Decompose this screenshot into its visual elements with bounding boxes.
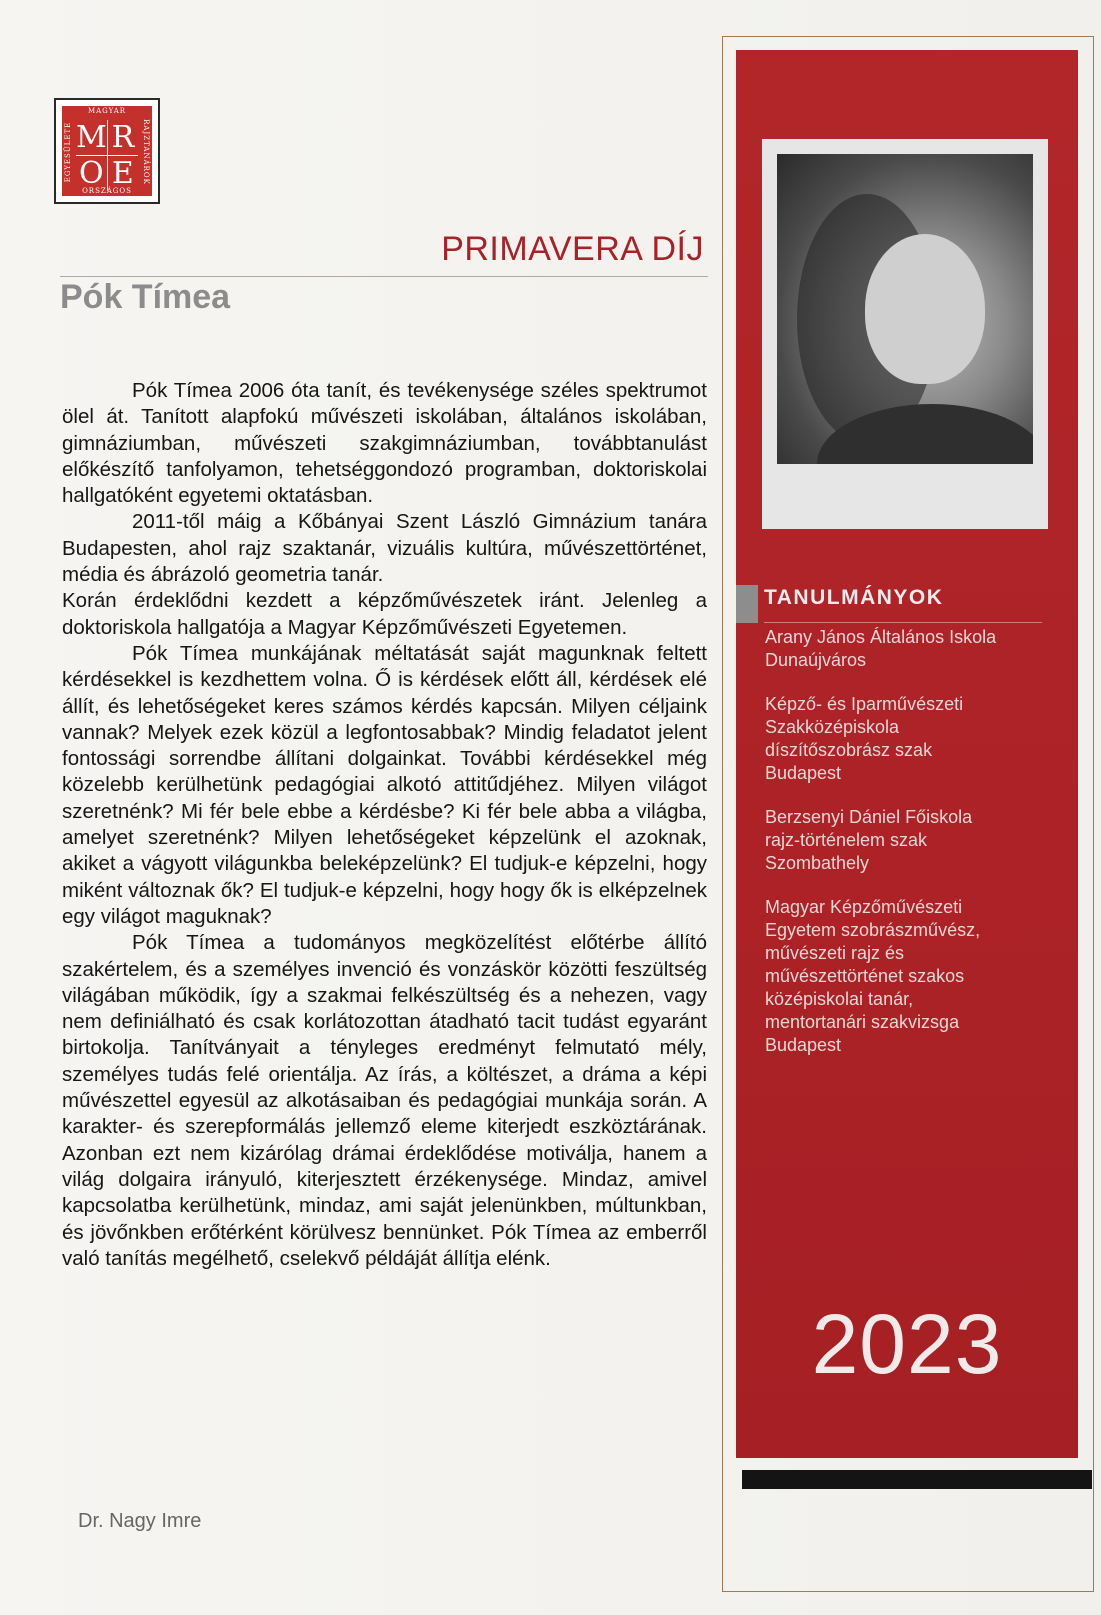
- study-entry: [765, 626, 1045, 672]
- studies-list: [765, 626, 1045, 1078]
- study-entry: [765, 896, 1045, 1057]
- study-line: Magyar Képzőművészeti: [765, 897, 963, 917]
- award-title: PRIMAVERA DÍJ: [441, 230, 704, 268]
- logo-text-left: EGYESÜLETE: [64, 121, 72, 183]
- author-signature: Dr. Nagy Imre: [78, 1510, 202, 1532]
- paragraph: Pók Tímea a tudományos megközelítést előtérbe állító szakértelem, és a személyes invenció és vonzáskör közötti feszültség világában működik, így a szakmai felkészültség és a nehezen, vagy nem definiálható és csak korlátozottan átadható tacit tudást egyaránt birtokolja. Tanítványait a tényleges eredményt felmutató mély, személyes tudás felé orientálja. Az írás, a költészet, a dráma a képi művészettel egyesül az alkotásaiban és pedagógiai munkája során. A karakter- és szerepformálás jellemző eleme kiterjedt eszköztárának. Azonban ezt nem kizárólag drámai érdeklődése motiválja, hanem a világ dolgaira irányuló, kiterjesztett érzékenysége. Mindaz, amivel kapcsolatba kerülhetünk, mindaz, ami saját jelenünkben, múltunkban, és jövőnkben erőtérként körülvesz bennünket. Pók Tímea az emberről való tanítás megélhető, cselekvő példáját állítja elénk.: [62, 931, 707, 1270]
- study-line: Egyetem szobrászművész,: [765, 920, 981, 940]
- study-entry: [765, 693, 1045, 785]
- portrait-face-shape: [865, 234, 985, 384]
- study-line: Szakközépiskola: [765, 717, 900, 737]
- logo-text-top: MAGYAR: [87, 107, 127, 115]
- study-line: Arany János Általános Iskola: [765, 627, 997, 647]
- title-divider: [60, 276, 708, 277]
- logo-text-right: RAJZTANÁROK: [142, 119, 150, 185]
- bottom-black-bar: [742, 1470, 1092, 1489]
- study-line: középiskolai tanár,: [765, 989, 914, 1009]
- paragraph: Korán érdeklődni kezdett a képzőművészetek iránt. Jelenleg a doktoriskola hallgatója a Magyar Képzőművészeti Egyetemen.: [62, 589, 707, 639]
- logo-red-square: [62, 106, 152, 196]
- article-body: [62, 378, 707, 1272]
- mroe-logo: [54, 98, 160, 204]
- logo-letter: R: [108, 120, 138, 156]
- logo-text-bottom: ORSZÁGOS: [82, 187, 132, 195]
- studies-divider: [764, 622, 1042, 623]
- study-line: mentortanári szakvizsga: [765, 1012, 960, 1032]
- study-line: művészeti rajz és: [765, 943, 905, 963]
- studies-heading: TANULMÁNYOK: [764, 586, 944, 609]
- study-line: rajz-történelem szak: [765, 830, 928, 850]
- study-line: Berzsenyi Dániel Főiskola: [765, 807, 973, 827]
- study-entry: [765, 806, 1045, 875]
- logo-letter: M: [76, 120, 107, 155]
- study-line: Dunaújváros: [765, 650, 867, 670]
- person-name: Pók Tímea: [60, 278, 231, 316]
- study-line: Szombathely: [765, 853, 870, 873]
- study-line: Budapest: [765, 763, 842, 783]
- paragraph: Pók Tímea 2006 óta tanít, és tevékenysége széles spektrumot ölel át. Tanított alapfokú művészeti iskolában, általános iskolában, gimnáziumban, művészeti szakgimnáziumban, továbbtanulást előkészítő tanfolyamon, tehetséggondozó programban, doktoriskolai hallgatóként egyetemi oktatásban.: [62, 379, 707, 508]
- study-line: művészettörténet szakos: [765, 966, 965, 986]
- section-marker: [736, 585, 758, 623]
- study-line: díszítőszobrász szak: [765, 740, 933, 760]
- logo-letter: E: [111, 156, 134, 191]
- portrait-photo: [777, 154, 1033, 464]
- award-year: 2023: [811, 1297, 1003, 1391]
- paragraph: 2011-től máig a Kőbányai Szent László Gimnázium tanára Budapesten, ahol rajz szaktanár, vizuális kultúra, művészettörténet, média és ábrázoló geometria tanár.: [62, 510, 707, 587]
- paragraph: Pók Tímea munkájának méltatását saját magunknak feltett kérdésekkel is kezdhettem volna. Ő is kérdések előtt áll, kérdések elé állít, és lehetőségeket keres számos kérdés kapcsán. Milyen céljaink vannak? Melyek ezek közül a legfontosabbak? Mindig feladatot jelent fontossági sorrendbe állítani dolgainkat. További kérdésekkel még közelebb kerülhetünk pedagógiai alkotó attitűdjéhez. Milyen világot szeretnénk? Mi fér bele ebbe a kérdésbe? Ki fér bele abba a világba, amelyet szeretnénk? Milyen lehetőségeket képzelünk el azoknak, akiket a vágyott világunkba beleképzelünk? El tudjuk-e képzelni, hogy miként változnak ők? El tudjuk-e képzelni, hogy hogy ők is elképzelnek egy világot maguknak?: [62, 641, 707, 928]
- logo-letter: O: [76, 156, 108, 191]
- study-line: Képző- és Iparművészeti: [765, 694, 964, 714]
- study-line: Budapest: [765, 1035, 842, 1055]
